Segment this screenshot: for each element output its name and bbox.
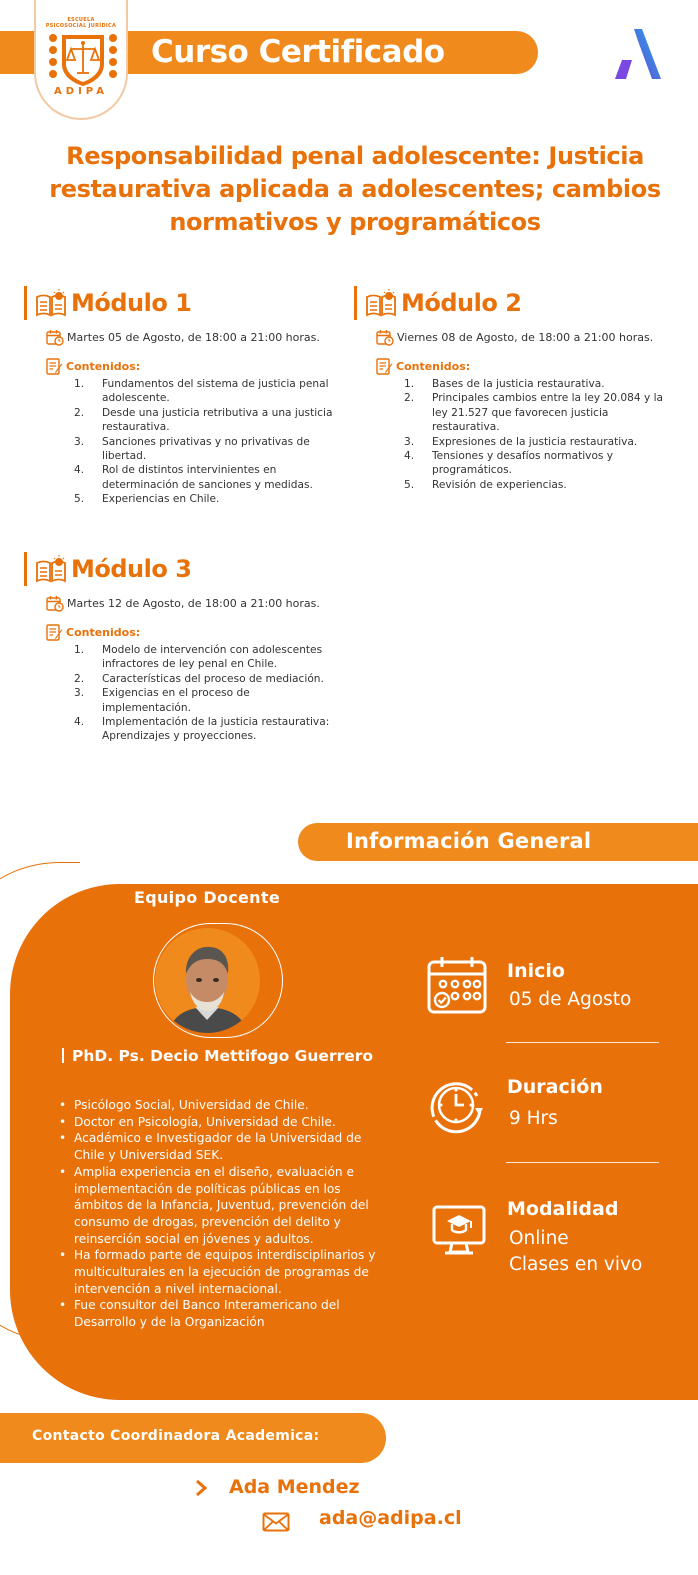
list-item — [404, 478, 666, 492]
list-number: 3. — [74, 435, 85, 448]
list-number: 1. — [74, 378, 85, 390]
list-item — [404, 391, 666, 434]
module-title: Módulo 3 — [71, 555, 192, 583]
list-number: 3. — [74, 687, 85, 700]
module-header — [24, 286, 344, 320]
school-name: ESCUELA PSICOSOCIAL JURÍDICA — [45, 17, 117, 29]
document-pencil-icon — [376, 358, 394, 375]
teacher-avatar — [155, 928, 260, 1033]
list-number: 4. — [404, 450, 415, 463]
list-number: 3. — [404, 435, 415, 448]
module-header — [24, 552, 344, 586]
contact-name: Ada Mendez — [229, 1476, 360, 1498]
list-text: Bases de la justicia restaurativa. — [432, 378, 605, 390]
document-pencil-icon — [46, 624, 64, 641]
contact-banner — [0, 1413, 386, 1463]
bio-item: • Académico e Investigador de la Universidad de Chile y Universidad SEK. — [58, 1130, 388, 1163]
list-text: Sanciones privativas y no privativas de libertad. — [102, 435, 310, 463]
bio-item: • Doctor en Psicología, Universidad de Chile. — [58, 1114, 388, 1131]
list-item — [74, 406, 336, 435]
list-text: Rol de distintos intervinientes en determinación de sanciones y medidas. — [102, 464, 313, 491]
list-number: 1. — [74, 644, 85, 656]
logo-wordmark: ADIPA — [54, 86, 108, 97]
monitor-graduation-icon — [429, 1197, 491, 1259]
book-lightbulb-icon — [365, 289, 397, 317]
list-item — [404, 435, 666, 449]
list-text: Experiencias en Chile. — [102, 493, 220, 506]
list-item — [74, 435, 336, 464]
module-2 — [354, 286, 674, 492]
list-number: 1. — [404, 378, 415, 390]
module-title: Módulo 2 — [401, 289, 522, 317]
list-text: Expresiones de la justicia restaurativa. — [432, 435, 638, 448]
contact-email-link[interactable]: ada@adipa.cl — [319, 1507, 462, 1529]
calendar-clock-icon — [46, 595, 64, 612]
list-text: Principales cambios entre la ley 20.084 y la ley 21.527 que favorecen justicia restaurativa. — [432, 392, 664, 434]
list-number: 4. — [74, 716, 85, 729]
contents-label: Contenidos: — [46, 624, 344, 641]
start-label: Inicio — [507, 960, 565, 982]
module-1 — [24, 286, 344, 507]
contents-label: Contenidos: — [46, 358, 344, 375]
module-date: Viernes 08 de Agosto, de 18:00 a 21:00 horas. — [376, 329, 674, 346]
list-item — [74, 715, 336, 744]
start-value: 05 de Agosto — [509, 989, 632, 1010]
course-title: Responsabilidad penal adolescente: Justicia restaurativa aplicada a adolescentes; cambios normativos y programáticos — [49, 142, 661, 236]
list-item — [74, 463, 336, 492]
mail-icon — [262, 1512, 290, 1532]
module-contents-list — [74, 377, 336, 507]
scales-shield-icon — [47, 32, 119, 88]
contents-label: Contenidos: — [376, 358, 674, 375]
list-item — [404, 377, 666, 391]
list-item — [404, 449, 666, 478]
modality-label: Modalidad — [507, 1198, 619, 1220]
list-item — [74, 686, 336, 715]
divider — [506, 1042, 659, 1043]
list-number: 5. — [74, 493, 85, 506]
list-number: 2. — [404, 392, 415, 405]
list-text: Fundamentos del sistema de justicia penal adolescente. — [102, 378, 329, 405]
chevron-right-icon — [193, 1478, 209, 1498]
list-text: Modelo de intervención con adolescentes infractores de ley penal en Chile. — [102, 644, 323, 671]
clock-timer-icon — [426, 1074, 488, 1136]
adipa-a-icon — [612, 27, 662, 81]
duration-value: 9 Hrs — [509, 1108, 558, 1129]
info-general-banner — [298, 823, 698, 861]
list-number: 2. — [74, 406, 85, 419]
calendar-check-icon — [426, 955, 488, 1017]
list-item — [74, 672, 336, 686]
module-date: Martes 05 de Agosto, de 18:00 a 21:00 horas. — [46, 329, 344, 346]
module-title: Módulo 1 — [71, 289, 192, 317]
list-text: Revisión de experiencias. — [432, 478, 567, 491]
bio-item: • Ha formado parte de equipos interdisciplinarios y multiculturales en la ejecución de programas de intervención a nivel internacional. — [58, 1247, 388, 1297]
list-text: Implementación de la justicia restaurativa: Aprendizajes y proyecciones. — [102, 716, 330, 743]
teacher-bio-list — [58, 1097, 388, 1331]
list-text: Tensiones y desafíos normativos y programáticos. — [432, 450, 614, 477]
calendar-clock-icon — [376, 329, 394, 346]
contact-heading: Contacto Coordinadora Academica: — [32, 1428, 320, 1444]
book-lightbulb-icon — [35, 555, 67, 583]
bio-item: • Psicólogo Social, Universidad de Chile. — [58, 1097, 388, 1114]
teacher-photo-icon — [155, 928, 260, 1033]
bio-item: • Fue consultor del Banco Interamericano del Desarrollo y de la Organización — [58, 1297, 388, 1330]
teaching-team-label: Equipo Docente — [134, 888, 280, 907]
module-date: Martes 12 de Agosto, de 18:00 a 21:00 horas. — [46, 595, 344, 612]
course-type-title: Curso Certificado — [151, 34, 445, 70]
calendar-clock-icon — [46, 329, 64, 346]
list-number: 5. — [404, 478, 415, 491]
school-logo — [34, 0, 128, 120]
list-text: Exigencias en el proceso de implementación. — [102, 687, 250, 714]
list-item — [74, 377, 336, 406]
teacher-name: PhD. Ps. Decio Mettifogo Guerrero — [62, 1047, 373, 1065]
modality-value-online: Online — [509, 1228, 569, 1249]
module-3 — [24, 552, 344, 744]
divider — [506, 1162, 659, 1163]
module-header — [354, 286, 674, 320]
list-number: 4. — [74, 464, 85, 477]
list-number: 2. — [74, 672, 85, 685]
module-contents-list — [404, 377, 666, 492]
book-lightbulb-icon — [35, 289, 67, 317]
list-item — [74, 643, 336, 672]
bio-item: • Amplia experiencia en el diseño, evaluación e implementación de políticas públicas en los ámbitos de la Infancia, Juventud, prevención del consumo de drogas, prevención del delito y reinserción social en jóvenes y adultos. — [58, 1164, 388, 1248]
document-pencil-icon — [46, 358, 64, 375]
module-contents-list — [74, 643, 336, 744]
list-item — [74, 492, 336, 506]
modality-value-live: Clases en vivo — [509, 1254, 643, 1275]
list-text: Desde una justicia retributiva a una justicia restaurativa. — [102, 406, 333, 434]
duration-label: Duración — [507, 1076, 603, 1098]
info-general-heading: Información General — [346, 829, 592, 853]
list-text: Características del proceso de mediación. — [102, 672, 324, 685]
